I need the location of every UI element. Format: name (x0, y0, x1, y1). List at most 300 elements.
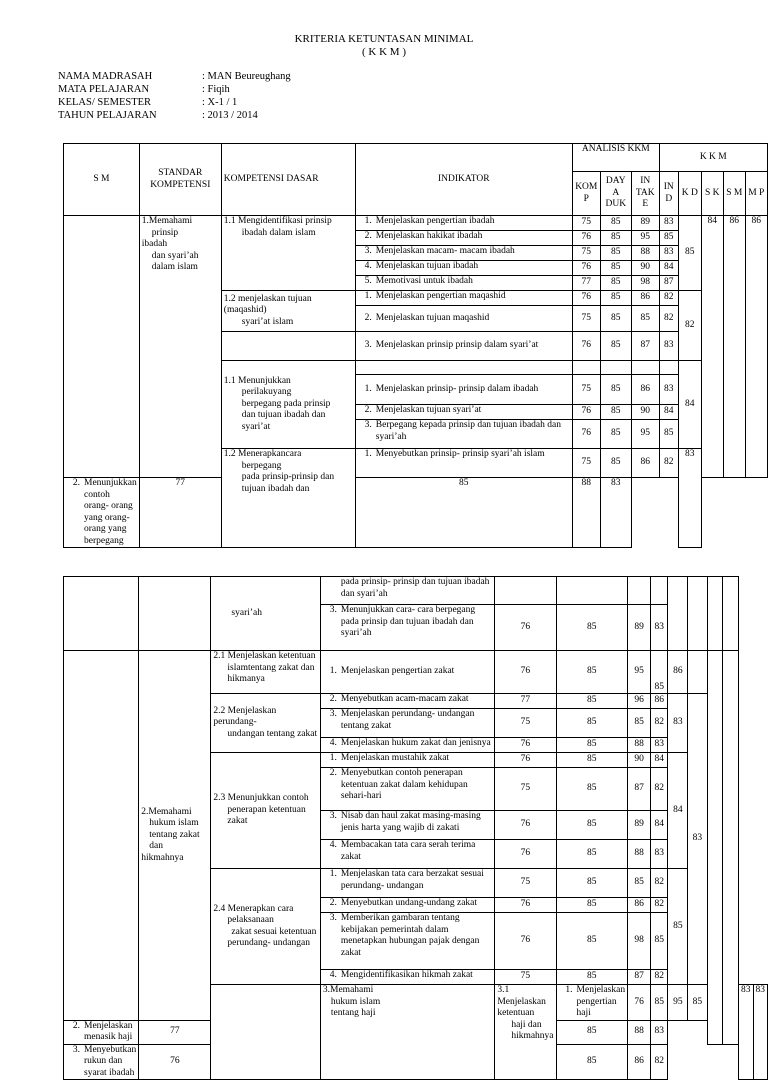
document-info (58, 70, 291, 122)
ind-text: Menyebutkan contoh penerapan ketentuan zakat dalam kehidupan sehari-hari (340, 768, 468, 801)
kd-text: 1.2 menjelaskan tujuan (223, 293, 312, 304)
kompetensi-dasar-1-1b (221, 361, 355, 449)
ind-num: 3. (329, 605, 337, 615)
ind-value: 82 (659, 306, 678, 332)
ind-value: 85 (659, 420, 678, 449)
kd-value: 85 (668, 869, 688, 985)
daya-value: 85 (600, 306, 631, 332)
header-smt: S M (723, 172, 745, 216)
doc-title (0, 33, 768, 59)
ind-text: Menunjukkan cara- cara berpegang pada prinsip dan tujuan ibadah dan syari’ah (340, 605, 476, 638)
daya-value: 85 (600, 291, 631, 306)
ind-text: Menjelaskan mustahik zakat (340, 753, 450, 763)
ind-value: 82 (651, 768, 668, 811)
kompetensi-dasar-3-1 (495, 985, 556, 1080)
kkm-table-page-1 (63, 143, 768, 548)
kd-text: 2.3 Menunjukkan contoh (213, 793, 309, 804)
info-label: KELAS/ SEMESTER (58, 97, 152, 108)
daya-value: 85 (600, 276, 631, 291)
kd-text: 2.4 Menerapkan cara (213, 903, 294, 914)
ind-text: Menjelaskan prinsip prinsip dalam syari’at (375, 340, 539, 351)
sk-value: 84 (701, 216, 723, 478)
ind-text: Menjelaskan pengertian zakat (340, 666, 455, 677)
ind-text: Menjelaskan tujuan syari’at (375, 405, 482, 415)
indikator (320, 709, 494, 738)
intake-value: 86 (631, 375, 659, 405)
title-line-1: KRITERIA KETUNTASAN MINIMAL (294, 33, 474, 45)
daya-value: 85 (556, 1044, 628, 1080)
kompetensi-dasar-cont (211, 577, 320, 651)
kd-text: zakat (227, 816, 248, 827)
indikator (320, 898, 494, 913)
komp-value: 76 (572, 405, 600, 420)
ind-value: 84 (659, 261, 678, 276)
indikator (355, 420, 572, 449)
indikator (320, 869, 494, 898)
ind-num: 3. (364, 340, 372, 351)
ind-text: Menjelaskan menasik haji (84, 1020, 133, 1042)
ind-num: 2. (364, 231, 372, 241)
daya-value: 85 (556, 970, 628, 985)
intake-value: 88 (628, 840, 651, 869)
ind-num: 1. (329, 869, 337, 879)
info-value: : X-1 / 1 (202, 97, 238, 108)
ind-value: 87 (659, 276, 678, 291)
ind-text: Menunjukkan contoh orang- orang yang orang- orang yang berpegang (84, 478, 137, 546)
intake-value: 88 (628, 738, 651, 753)
komp-value: 75 (495, 970, 556, 985)
empty-cell (707, 577, 723, 651)
indikator (320, 768, 494, 811)
komp-value: 75 (495, 768, 556, 811)
ind-value: 84 (651, 811, 668, 840)
indikator-empty (355, 361, 572, 375)
standar-kompetensi-1 (139, 216, 221, 478)
ind-value: 84 (659, 405, 678, 420)
indikator (355, 405, 572, 420)
indikator (355, 276, 572, 291)
daya-value: 85 (600, 216, 631, 231)
ind-num: 3. (329, 811, 337, 821)
indikator (64, 478, 140, 548)
indikator-cont (320, 577, 494, 605)
ind-text: Menyebutkan acam-macam zakat (340, 694, 469, 704)
header-ind: IN D (659, 172, 678, 216)
sk-text: dan syari’ah (151, 250, 199, 261)
indikator (320, 753, 494, 768)
ind-num: 1. (364, 383, 372, 394)
header-komp: KOM P (572, 172, 600, 216)
sk-text: dalam islam (151, 262, 198, 272)
komp-value: 76 (139, 1044, 211, 1080)
kd-value: 84 (678, 361, 701, 449)
ind-text: pada prinsip- prinsip dan tujuan ibadah dan syari’ah (340, 577, 490, 599)
kd-value: 84 (668, 753, 688, 869)
ind-text: Menyebutkan rukun dan syarat ibadah (84, 1044, 137, 1078)
ind-num: 4. (364, 261, 372, 271)
komp-value: 76 (495, 605, 556, 651)
komp-value: 75 (572, 306, 600, 332)
komp-value: 76 (495, 811, 556, 840)
ind-value: 83 (659, 332, 678, 361)
komp-value: 76 (572, 332, 600, 361)
kd-text: 2.2 Menjelaskan perundang- (213, 705, 277, 728)
ind-num: 3. (364, 420, 372, 430)
ind-value: 83 (659, 246, 678, 261)
intake-value: 86 (631, 449, 659, 478)
intake-value: 89 (628, 605, 651, 651)
komp-value: 76 (495, 898, 556, 913)
sm-cell (64, 216, 140, 478)
empty-cell (659, 361, 678, 375)
indikator (320, 913, 494, 970)
intake-value: 98 (628, 913, 651, 970)
ind-value: 82 (659, 449, 678, 478)
daya-value: 85 (600, 420, 631, 449)
kd-text: 1.1 Mengidentifikasi prinsip (223, 216, 332, 226)
kompetensi-dasar-2-3 (211, 753, 320, 869)
kd-text: syari’at (241, 421, 271, 432)
ind-text: Menjelaskan hakikat ibadah (375, 231, 483, 241)
ind-value: 83 (651, 738, 668, 753)
indikator (320, 840, 494, 869)
intake-value: 85 (628, 709, 651, 738)
kd-text: 3.1 Menjelaskan ketentuan (497, 985, 546, 1018)
kompetensi-dasar-1-2 (221, 291, 355, 332)
kd-text: 2.1 Menjelaskan ketentuan (213, 651, 316, 661)
indikator (320, 811, 494, 840)
ind-value: 82 (651, 709, 668, 738)
daya-value: 85 (556, 738, 628, 753)
kd-value: 86 (668, 651, 688, 694)
ind-num: 2. (72, 1020, 80, 1031)
ind-text: Menyebutkan undang-undang zakat (340, 898, 478, 908)
daya-value: 85 (600, 449, 631, 478)
ind-value: 83 (651, 1020, 668, 1044)
header-analisis-kkm: ANALISIS KKM (572, 144, 659, 172)
kompetensi-dasar-1-1 (221, 216, 355, 291)
komp-value: 76 (572, 261, 600, 276)
ind-num: 4. (329, 970, 337, 980)
intake-value: 86 (631, 291, 659, 306)
empty-cell (688, 577, 707, 651)
daya-value: 85 (556, 768, 628, 811)
ind-num: 1. (364, 449, 372, 459)
indikator (355, 261, 572, 276)
kompetensi-dasar-1-2b (221, 449, 355, 548)
sk-text: ibadah (141, 239, 168, 249)
sm-value: 86 (723, 216, 745, 478)
info-label: NAMA MADRASAH (58, 71, 153, 82)
daya-value: 85 (600, 246, 631, 261)
ind-value: 83 (600, 478, 631, 548)
intake-value: 98 (631, 276, 659, 291)
daya-value: 85 (355, 478, 572, 548)
ind-value: 82 (651, 970, 668, 985)
komp-value: 76 (495, 738, 556, 753)
ind-text: Menjelaskan perundang- undangan tentang zakat (340, 709, 475, 731)
empty-cell (668, 577, 688, 651)
ind-text: Menjelaskan macam- macam ibadah (375, 246, 515, 256)
daya-value: 85 (600, 261, 631, 276)
komp-value: 77 (139, 478, 221, 548)
sk-text: hikmahnya (141, 852, 184, 863)
ind-text: Membacakan tata cara serah terima zakat (340, 840, 476, 862)
intake-value: 86 (628, 1044, 651, 1080)
standar-kompetensi-3 (320, 985, 494, 1080)
ind-num: 2. (364, 312, 372, 323)
ind-num: 4. (329, 738, 337, 748)
kd-value: 83 (678, 449, 701, 548)
indikator (320, 605, 494, 651)
mp-value: 86 (745, 216, 767, 478)
empty-cell (688, 651, 707, 694)
ind-value: 85 (651, 651, 668, 694)
intake-value: 89 (628, 811, 651, 840)
daya-value: 85 (556, 1020, 628, 1044)
komp-value: 76 (572, 231, 600, 246)
ind-text: Memberikan gambaran tentang kebijakan pemerintah dalam menetapkan hubungan pajak dengan zakat (340, 913, 480, 958)
intake-value: 86 (628, 898, 651, 913)
intake-value: 85 (631, 306, 659, 332)
kd-text: perundang- undangan (227, 938, 310, 948)
kd-text: zakat sesuai ketentuan (231, 926, 317, 937)
ind-num: 4. (329, 840, 337, 850)
ind-value: 82 (651, 898, 668, 913)
ind-num: 2. (329, 768, 337, 778)
kd-text: penerapan ketentuan (227, 804, 306, 815)
empty-cell (707, 651, 723, 1045)
intake-value: 89 (631, 216, 659, 231)
kd-text: (maqashid) (223, 305, 267, 316)
kd-text: dan tujuan ibadah dan (241, 410, 326, 421)
indikator (355, 246, 572, 261)
indikator (355, 332, 572, 361)
komp-value: 77 (572, 276, 600, 291)
komp-value: 75 (495, 869, 556, 898)
empty-cell (495, 577, 556, 605)
daya-value: 85 (600, 332, 631, 361)
daya-value: 85 (600, 231, 631, 246)
ind-num: 2. (72, 478, 80, 488)
komp-value: 77 (495, 694, 556, 709)
indikator (355, 449, 572, 478)
ind-value: 83 (659, 375, 678, 405)
standar-kompetensi-2 (139, 651, 211, 1021)
intake-value: 87 (628, 970, 651, 985)
daya-value: 85 (556, 840, 628, 869)
intake-value: 88 (572, 478, 600, 548)
komp-value: 75 (495, 709, 556, 738)
ind-text: Menjelaskan tata cara berzakat sesuai perundang- undangan (340, 869, 484, 891)
ind-num: 3. (364, 246, 372, 256)
kd-text: pelaksanaan (227, 915, 274, 925)
header-mp: M P (745, 172, 767, 216)
kd-text: ibadah dalam islam (241, 227, 316, 238)
indikator (355, 291, 572, 306)
daya-value: 85 (556, 913, 628, 970)
header-kd: K D (678, 172, 701, 216)
komp-value: 76 (628, 985, 651, 1021)
sk-cell (139, 577, 211, 651)
intake-value: 95 (668, 985, 688, 1021)
kd-text: perilakuyang (241, 387, 292, 398)
sk-text: 2.Memahami (141, 806, 192, 817)
info-value: : 2013 / 2014 (202, 110, 258, 121)
kd-value: 83 (739, 985, 754, 1080)
ind-text: Menjelaskan tujuan maqashid (375, 312, 490, 323)
sk-text: tentang haji (330, 1008, 376, 1018)
sk-text: hukum islam (330, 996, 381, 1007)
intake-value: 87 (628, 768, 651, 811)
empty-cell (631, 361, 659, 375)
komp-value: 75 (572, 449, 600, 478)
kd-text: haji dan hikmahnya (511, 1019, 554, 1041)
ind-num: 2. (329, 898, 337, 908)
intake-value: 95 (631, 420, 659, 449)
ind-num: 1. (565, 985, 573, 995)
kd-text: 1.1 Menunjukkan (223, 375, 291, 386)
daya-value: 85 (556, 709, 628, 738)
info-value: : Fiqih (202, 84, 230, 95)
daya-value: 85 (600, 375, 631, 405)
indikator (355, 216, 572, 231)
info-label: MATA PELAJARAN (58, 84, 150, 95)
sk-text: prinsip (151, 227, 179, 238)
daya-value: 85 (600, 405, 631, 420)
kd-value: 83 (668, 694, 688, 753)
daya-value: 85 (556, 605, 628, 651)
ind-num: 3. (329, 709, 337, 719)
kompetensi-dasar-2-2 (211, 694, 320, 753)
header-daya-dukung: DAY A DUK (600, 172, 631, 216)
intake-value: 88 (628, 1020, 651, 1044)
intake-value: 87 (631, 332, 659, 361)
indikator (320, 694, 494, 709)
kd-text: tujuan ibadah dan (241, 483, 310, 494)
empty-cell (723, 577, 739, 651)
kd-text: pada prinsip-prinsip dan (241, 472, 335, 482)
kd-value: 85 (678, 216, 701, 291)
kompetensi-dasar-2-4 (211, 869, 320, 985)
ind-num: 2. (329, 694, 337, 704)
sk-text: dan (149, 841, 163, 851)
ind-text: Memotivasi untuk ibadah (375, 276, 473, 286)
daya-value: 85 (556, 811, 628, 840)
kd-text: hikmanya (227, 674, 265, 684)
ind-value: 84 (651, 753, 668, 768)
empty-cell (600, 361, 631, 375)
empty-cell (556, 577, 628, 605)
kd-text: undangan tentang zakat (227, 728, 318, 739)
intake-value: 96 (628, 694, 651, 709)
ind-text: Menjelaskan hukum zakat dan jenisnya (340, 738, 491, 748)
kompetensi-dasar-empty (221, 332, 355, 361)
komp-value: 76 (495, 753, 556, 768)
info-value: : MAN Beureughang (202, 71, 291, 82)
header-sk: S K (701, 172, 723, 216)
kkm-table-page-2 (63, 576, 768, 1080)
ind-text: Nisab dan haul zakat masing-masing jenis harta yang wajib di zakati (340, 811, 481, 833)
ind-text: Menjelaskan tujuan ibadah (375, 261, 479, 271)
sm-cell (64, 577, 139, 651)
sk-text: 1.Memahami (141, 216, 193, 226)
ind-value: 83 (659, 216, 678, 231)
komp-value: 76 (495, 840, 556, 869)
kd-text: syari’ah (231, 607, 263, 618)
header-kompetensi-dasar: KOMPETENSI DASAR (221, 144, 355, 216)
indikator (355, 375, 572, 405)
ind-text: Menjelaskan pengertian haji (576, 985, 626, 1018)
ind-num: 5. (364, 276, 372, 286)
komp-value: 76 (572, 420, 600, 449)
daya-value: 85 (556, 869, 628, 898)
empty-cell (572, 361, 600, 375)
ind-value: 85 (688, 985, 707, 1021)
indikator (355, 231, 572, 246)
ind-text: Mengidentifikasikan hikmah zakat (340, 970, 473, 980)
ind-num: 1. (329, 753, 337, 763)
komp-value: 75 (572, 216, 600, 231)
header-intake: IN TAK E (631, 172, 659, 216)
ind-value: 83 (651, 840, 668, 869)
daya-value: 85 (556, 651, 628, 694)
empty-cell (723, 651, 739, 1045)
header-indikator: INDIKATOR (355, 144, 572, 216)
kd-text: 1.2 Menerapkancara (223, 449, 302, 459)
ind-text: Menyebutkan prinsip- prinsip syari’ah islam (375, 449, 545, 459)
sk-text: hukum islam (149, 818, 199, 828)
indikator (355, 306, 572, 332)
sm-cell (64, 651, 139, 1021)
komp-value: 75 (572, 375, 600, 405)
ind-text: Berpegang kepada prinsip dan tujuan ibadah dan syari’ah (375, 420, 561, 442)
ind-num: 1. (364, 291, 372, 301)
sk-value: 83 (688, 694, 707, 985)
ind-num: 1. (329, 666, 337, 677)
ind-text: Menjelaskan pengertian maqashid (375, 291, 506, 301)
kompetensi-dasar-2-1 (211, 651, 320, 694)
sk-text: 3.Memahami (322, 985, 374, 995)
sk-value: 83 (753, 985, 768, 1080)
empty-cell (651, 577, 668, 605)
intake-value: 85 (628, 869, 651, 898)
intake-value: 95 (628, 651, 651, 694)
header-sm: S M (64, 144, 140, 216)
ind-num: 1. (364, 216, 372, 226)
empty-cell (628, 577, 651, 605)
ind-value: 85 (651, 913, 668, 970)
komp-value: 76 (495, 651, 556, 694)
intake-value: 88 (631, 246, 659, 261)
ind-value: 82 (651, 1044, 668, 1080)
kd-text: islamtentang zakat dan (227, 662, 315, 673)
indikator (320, 738, 494, 753)
sm-cell (211, 985, 320, 1080)
ind-value: 82 (659, 291, 678, 306)
sk-text: tentang zakat (149, 829, 200, 840)
intake-value: 90 (631, 405, 659, 420)
title-line-2: ( K K M ) (362, 46, 406, 58)
ind-value: 85 (659, 231, 678, 246)
daya-value: 85 (651, 985, 668, 1021)
ind-num: 3. (72, 1044, 80, 1055)
komp-value: 76 (495, 913, 556, 970)
kd-text: berpegang (241, 460, 282, 471)
header-standar-kompetensi: STANDAR KOMPETENSI (139, 144, 221, 216)
ind-num: 2. (364, 405, 372, 415)
kd-text: berpegang pada prinsip (241, 398, 331, 409)
